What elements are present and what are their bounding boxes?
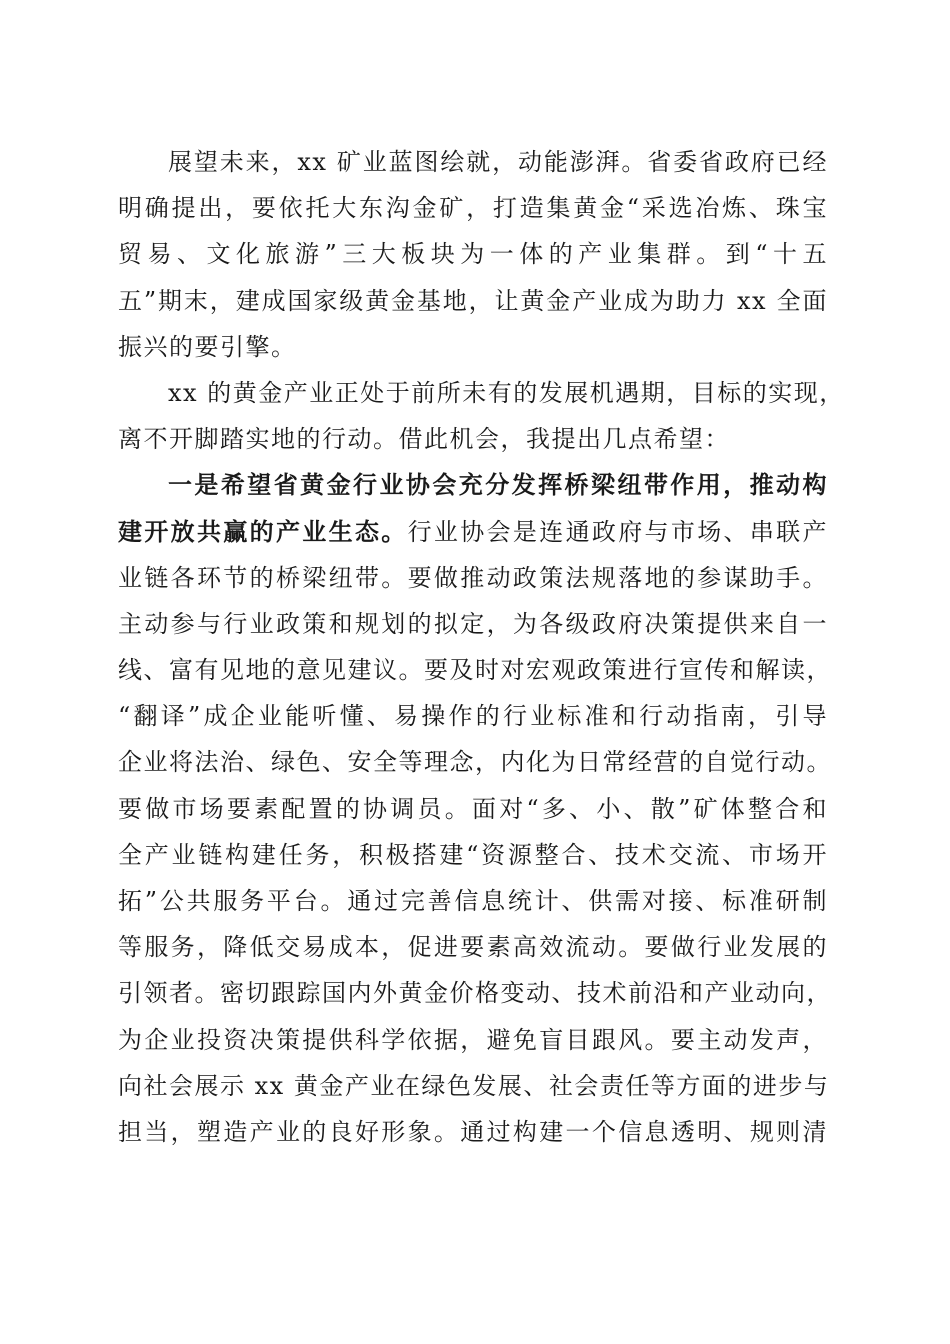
paragraph-3-heading-line-1: 一是希望省黄金行业协会充分发挥桥梁纽带作用，推动构: [168, 470, 828, 500]
paragraph-2-line-2: 离不开脚踏实地的行动。借此机会，我提出几点希望：: [118, 425, 730, 454]
paragraph-3-line-7: 企业将法治、绿色、安全等理念，内化为日常经营的自觉行动。: [118, 748, 832, 777]
paragraph-3-line-14: 向社会展示 xx 黄金产业在绿色发展、社会责任等方面的进步与: [118, 1071, 830, 1100]
paragraph-3-line-2: [118, 509, 828, 555]
paragraph-1-line-5: 振兴的要引擎。: [118, 332, 297, 361]
paragraph-3-line-2-body: 行业协会是连通政府与市场、串联产: [407, 517, 829, 546]
paragraph-3-line-10: 拓”公共服务平台。通过完善信息统计、供需对接、标准研制: [118, 887, 828, 915]
paragraph-3-line-9: 全产业链构建任务，积极搭建“资源整合、技术交流、市场开: [118, 840, 828, 869]
document-body: [118, 139, 845, 1155]
paragraph-2-line-1: xx 的黄金产业正处于前所未有的发展机遇期，目标的实现，: [168, 378, 845, 407]
paragraph-1-line-3: 贸易、文化旅游”三大板块为一体的产业集群。到“十五: [118, 240, 828, 269]
paragraph-3-line-12: 引领者。密切跟踪国内外黄金价格变动、技术前沿和产业动向，: [118, 979, 832, 1008]
paragraph-1-line-1: 展望未来，xx 矿业蓝图绘就，动能澎湃。省委省政府已经: [168, 148, 828, 176]
paragraph-3-line-3: 业链各环节的桥梁纽带。要做推动政策法规落地的参谋助手。: [118, 563, 828, 592]
paragraph-3-line-5: 线、富有见地的意见建议。要及时对宏观政策进行宣传和解读，: [118, 656, 832, 685]
paragraph-3-line-15: 担当，塑造产业的良好形象。通过构建一个信息透明、规则清: [118, 1117, 828, 1146]
paragraph-3-line-8: 要做市场要素配置的协调员。面对“多、小、散”矿体整合和: [118, 794, 828, 823]
paragraph-3-line-11: 等服务，降低交易成本，促进要素高效流动。要做行业发展的: [118, 933, 828, 962]
paragraph-1-line-4: 五”期末，建成国家级黄金基地，让黄金产业成为助力 xx 全面: [118, 286, 828, 315]
paragraph-1-line-2: 明确提出，要依托大东沟金矿，打造集黄金“采选冶炼、珠宝: [118, 194, 828, 223]
paragraph-3-line-13: 为企业投资决策提供科学依据，避免盲目跟风。要主动发声，: [118, 1025, 828, 1054]
paragraph-3-heading-line-2: 建开放共赢的产业生态。: [118, 516, 408, 546]
paragraph-3-line-6: “翻译”成企业能听懂、易操作的行业标准和行动指南，引导: [118, 702, 828, 731]
paragraph-3-line-4: 主动参与行业政策和规划的拟定，为各级政府决策提供来自一: [118, 609, 828, 638]
